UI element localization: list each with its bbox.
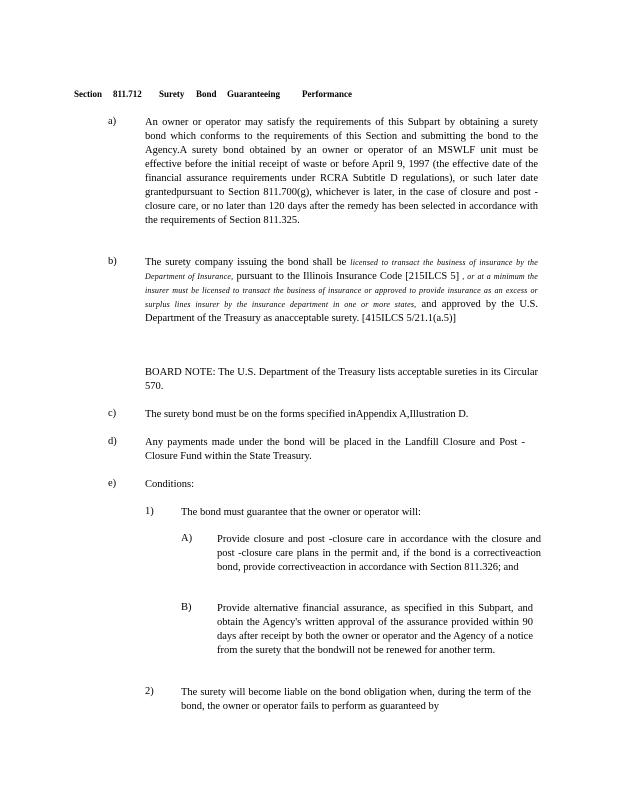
heading-word-guaranteeing: Guaranteeing (227, 89, 280, 99)
item-e1a-label: A) (181, 533, 193, 544)
item-b-paragraph (145, 256, 538, 326)
item-e1-label: 1) (145, 506, 154, 517)
heading-word-performance: Performance (302, 89, 352, 99)
item-e1-paragraph: The bond must guarantee that the owner or operator will: (181, 507, 421, 518)
item-e-conditions: Conditions: (145, 479, 195, 490)
item-e2-paragraph: The surety will become liable on the bond obligation when, during the term of the bond, the owner or operator fails to perform as guaranteed by (181, 687, 531, 712)
board-note: BOARD NOTE: The U.S. Department of the Treasury lists acceptable sureties in its Circular 570. (145, 367, 538, 392)
item-e1b-label: B) (181, 602, 192, 613)
item-d-label: d) (108, 436, 117, 447)
item-b-text-part1: The surety company issuing the bond shall be (145, 257, 347, 268)
heading-section-number: 811.712 (113, 89, 142, 99)
item-b-italic-minimum: , or at a minimum the insurer must be licensed to transact the business of insurance or approved to provide insurance as an excess or surplus lines insurer by the insurance department in one or more states, (145, 272, 538, 309)
item-a-label: a) (108, 116, 117, 127)
item-e1b-paragraph: Provide alternative financial assurance, as specified in this Subpart, and obtain the Agency's written approval of the assurance provided within 90 days after receipt by both the owner or operator and the Agency of a notice from the surety that the bondwill not be renewed for another term. (217, 603, 533, 656)
item-e2-label: 2) (145, 686, 154, 697)
item-e-label: e) (108, 478, 117, 489)
heading-word-surety: Surety (159, 89, 185, 99)
item-b-text-part3: and approved by the U.S. Department of the Treasury as anacceptable surety. [415ILCS 5/21.1(a.5)] (145, 299, 538, 324)
item-b-italic-licensed: licensed to transact the business of insurance by the Department of Insurance, (145, 258, 538, 281)
item-c-label: c) (108, 408, 117, 419)
item-b-label: b) (108, 256, 117, 267)
item-e1a-paragraph: Provide closure and post -closure care in accordance with the closure and post -closure care plans in the permit and, if the bond is a correctiveaction bond, provide correctiveaction in accordance with Section 811.326; and (217, 534, 541, 573)
item-c-paragraph: The surety bond must be on the forms specified inAppendix A,Illustration D. (145, 409, 469, 420)
heading-word-bond: Bond (196, 89, 217, 99)
section-heading (74, 89, 352, 99)
heading-section-label: Section (74, 89, 102, 99)
item-a-paragraph: An owner or operator may satisfy the requirements of this Subpart by obtaining a surety bond which conforms to the requirements of this Section and submitting the bond to the Agency.A surety bond obtained by an owner or operator of an MSWLF unit must be effective before the initial receipt of waste or before April 9, 1997 (the effective date of the financial assurance requirements under RCRA Subtitle D regulations), or such later date grantedpursuant to Section 811.700(g), whichever is later, in the case of closure and post -closure care, or no later than 120 days after the remedy has been selected in accordance with the requirements of Section 811.325. (145, 117, 538, 226)
item-b-text-part2: pursuant to the Illinois Insurance Code [215ILCS 5] (236, 271, 460, 282)
item-d-paragraph: Any payments made under the bond will be placed in the Landfill Closure and Post -Closure Fund within the State Treasury. (145, 437, 525, 462)
